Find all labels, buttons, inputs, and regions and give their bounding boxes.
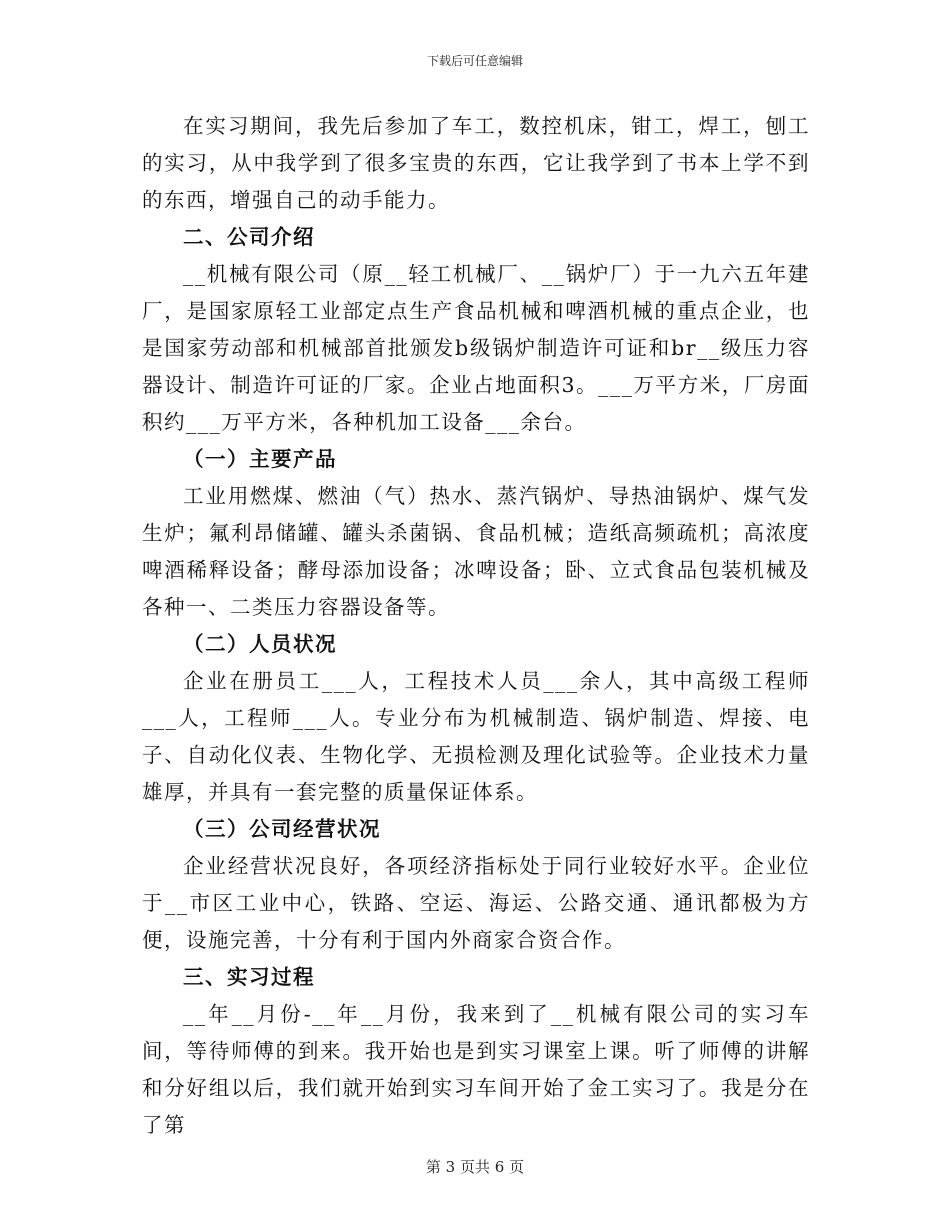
heading-main-products: （一）主要产品 xyxy=(183,447,337,471)
page-number: 第 3 页共 6 页 xyxy=(425,1158,525,1176)
paragraph-main-products: 工业用燃煤、燃油（气）热水、蒸汽锅炉、导热油锅炉、煤气发生炉；氟利昂储罐、罐头杀菌锅、食品机械；造纸高频疏机；高浓度啤酒稀释设备；酵母添加设备；冰啤设备；卧、立式食品包装机械及各种一、二类压力容器设备等。 xyxy=(142,484,810,619)
paragraph-company-intro: __机械有限公司（原__轻工机械厂、__锅炉厂）于一九六五年建厂，是国家原轻工业部定点生产食品机械和啤酒机械的重点企业，也是国家劳动部和机械部首批颁发b级锅炉制造许可证和br__级压力容器设计、制造许可证的厂家。企业占地面积3。___万平方米，厂房面积约___万平方米，各种机加工设备___余台。 xyxy=(142,262,810,434)
paragraph-staff-status: 企业在册员工___人，工程技术人员___余人，其中高级工程师___人，工程师___人。专业分布为机械制造、锅炉制造、焊接、电子、自动化仪表、生物化学、无损检测及理化试验等。企业技术力量雄厚，并具有一套完整的质量保证体系。 xyxy=(142,669,810,804)
paragraph-practice-summary: 在实习期间，我先后参加了车工，数控机床，钳工，焊工，刨工的实习，从中我学到了很多宝贵的东西，它让我学到了书本上学不到的东西，增强自己的动手能力。 xyxy=(142,114,810,212)
document-body xyxy=(142,108,810,1144)
paragraph-practice-process: __年__月份-__年__月份，我来到了__机械有限公司的实习车间，等待师傅的到来。我开始也是到实习课室上课。听了师傅的讲解和分好组以后，我们就开始到实习车间开始了金工实习了。我是分在了第 xyxy=(142,1002,810,1137)
heading-staff-status: （二）人员状况 xyxy=(183,632,337,656)
heading-practice-process: 三、实习过程 xyxy=(183,965,315,989)
heading-business-status: （三）公司经营状况 xyxy=(183,817,381,841)
paragraph-business-status: 企业经营状况良好，各项经济指标处于同行业较好水平。企业位于__市区工业中心，铁路、空运、海运、公路交通、通讯都极为方便，设施完善，十分有利于国内外商家合资合作。 xyxy=(142,854,810,952)
heading-company-intro: 二、公司介绍 xyxy=(183,225,315,249)
page-header: 下载后可任意编辑 xyxy=(426,54,523,68)
